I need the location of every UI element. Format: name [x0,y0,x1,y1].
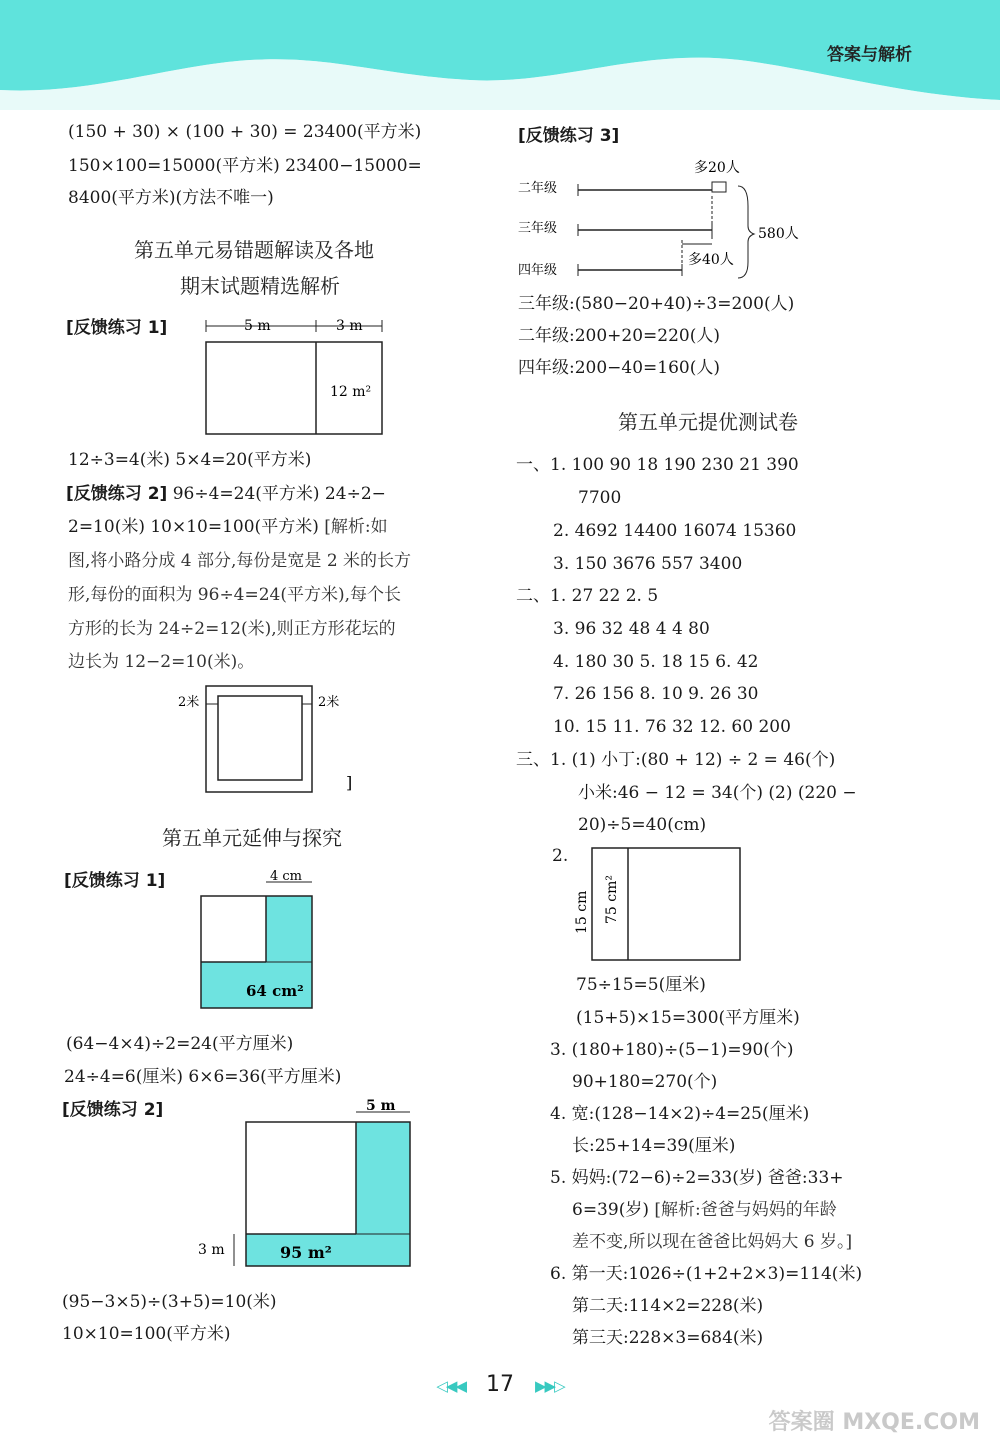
answer-line: (15+5)×15=300(平方厘米) [576,1008,800,1028]
text-line: 四年级:200−40=160(人) [518,358,721,378]
grade-label: 二年级 [518,181,558,196]
note-text: 形,每份的面积为 96÷4=24(平方米),每个长 [68,585,402,605]
answer-line: 4. 宽:(128−14×2)÷4=25(厘米) [550,1104,810,1124]
grade-label: 四年级 [518,263,558,278]
section-title: 第五单元易错题解读及各地 [134,238,374,262]
answer-line: 3. (180+180)÷(5−1)=90(个) [550,1040,794,1060]
text-line: 150×100=15000(平方米) 23400−15000= [68,156,422,176]
text-line: 三年级:(580−20+40)÷3=200(人) [518,294,795,314]
section-title: 期末试题精选解析 [180,274,340,298]
answer-line: 2. 4692 14400 16074 15360 [553,521,797,541]
page-footer [0,1372,1000,1402]
answer-line: 第三天:228×3=684(米) [572,1328,764,1348]
rectangle-diagram-2 [566,842,746,964]
note-text: 图,将小路分成 4 部分,每份是宽是 2 米的长方 [68,551,412,571]
note-text: 边长为 12−2=10(米)。 [68,652,255,672]
dim-label: 5 m [366,1098,396,1114]
answer-line: 2. [552,846,569,866]
square-expand-diagram [196,866,326,1012]
answer-line: 3. 150 3676 557 3400 [553,554,743,574]
answer-line: 第二天:114×2=228(米) [572,1296,764,1316]
answer-line: 一、1. 100 90 18 190 230 21 390 [516,455,799,475]
answer-line: 三、1. (1) 小丁:(80 + 12) ÷ 2 = 46(个) [516,750,836,770]
answer-line: 4. 180 30 5. 18 15 6. 42 [553,652,759,672]
square-path-diagram [178,682,368,798]
text-line: 二年级:200+20=220(人) [518,326,721,346]
answer-line: 75÷15=5(厘米) [576,975,706,995]
diagram-label: 580人 [758,226,799,242]
section-title: 第五单元延伸与探究 [162,826,342,850]
text-line: 24÷4=6(厘米) 6×6=36(平方厘米) [64,1067,342,1087]
dim-label: 3 m [336,318,363,334]
bracket: ] [346,773,353,792]
feedback-label: [反馈练习 3] [518,126,620,146]
note-text: [解析:如 [318,517,388,537]
answer-line: 3. 96 32 48 4 4 80 [553,619,710,639]
answer-line: 20)÷5=40(cm) [578,815,707,835]
feedback-label: [反馈练习 1] [66,318,168,338]
feedback-label: [反馈练习 1] [64,871,166,891]
area-label: 95 m² [280,1243,332,1262]
dim-label: 4 cm [270,869,303,884]
answer-line: 5. 妈妈:(72−6)÷2=33(岁) 爸爸:33+ [550,1168,844,1188]
header-title: 答案与解析 [827,45,912,65]
text-line: 2=10(米) 10×10=100(平方米) [68,517,319,537]
answer-line: 6=39(岁) [572,1200,649,1220]
dim-label: 2米 [318,695,340,710]
feedback-label: [反馈练习 2] [66,484,168,504]
area-label: 75 cm² [604,875,620,924]
dim-label: 15 cm [574,890,590,934]
watermark: 答案圈 MXQE.COM [768,1410,980,1435]
note-text: 差不变,所以现在爸爸比妈妈大 6 岁。] [572,1232,853,1252]
answer-line: 6. 第一天:1026÷(1+2+2×3)=114(米) [550,1264,863,1284]
diagram-label: 多40人 [688,252,734,268]
answer-line: 7700 [578,488,622,508]
prev-arrows-icon: ◁◀◀ [436,1377,465,1395]
text-line: 10×10=100(平方米) [62,1324,231,1344]
text-line: (64−4×4)÷2=24(平方厘米) [66,1034,294,1054]
next-arrows-icon: ▶▶▷ [535,1377,564,1395]
segment-diagram [516,156,836,284]
answer-line: 7. 26 156 8. 10 9. 26 30 [553,684,759,704]
text-line: (150 + 30) × (100 + 30) = 23400(平方米) [68,122,422,142]
rectangle-expand-diagram [194,1096,414,1272]
page-number: 17 [486,1372,514,1397]
diagram-label: 多20人 [694,160,740,176]
dim-label: 2米 [178,695,200,710]
answer-line: 90+180=270(个) [572,1072,718,1092]
answer-line: 二、1. 27 22 2. 5 [516,586,659,606]
grade-label: 三年级 [518,221,558,236]
feedback-label: [反馈练习 2] [62,1100,164,1120]
text-line: 96÷4=24(平方米) 24÷2− [167,484,386,504]
answer-line: 小米:46 − 12 = 34(个) (2) (220 − [578,783,857,803]
text-line: (95−3×5)÷(3+5)=10(米) [62,1292,277,1312]
note-text: [解析:爸爸与妈妈的年龄 [648,1200,837,1220]
answer-line: 长:25+14=39(厘米) [572,1136,736,1156]
section-title: 第五单元提优测试卷 [618,410,798,434]
answer-line: 10. 15 11. 76 32 12. 60 200 [553,717,791,737]
rectangle-diagram-1 [196,312,396,442]
area-label: 12 m² [330,384,372,400]
dim-label: 3 m [198,1242,225,1258]
area-label: 64 cm² [246,982,304,1000]
dim-label: 5 m [244,318,271,334]
note-text: 方形的长为 24÷2=12(米),则正方形花坛的 [68,619,396,639]
text-line: 8400(平方米)(方法不唯一) [68,188,274,208]
text-line: 12÷3=4(米) 5×4=20(平方米) [68,450,312,470]
